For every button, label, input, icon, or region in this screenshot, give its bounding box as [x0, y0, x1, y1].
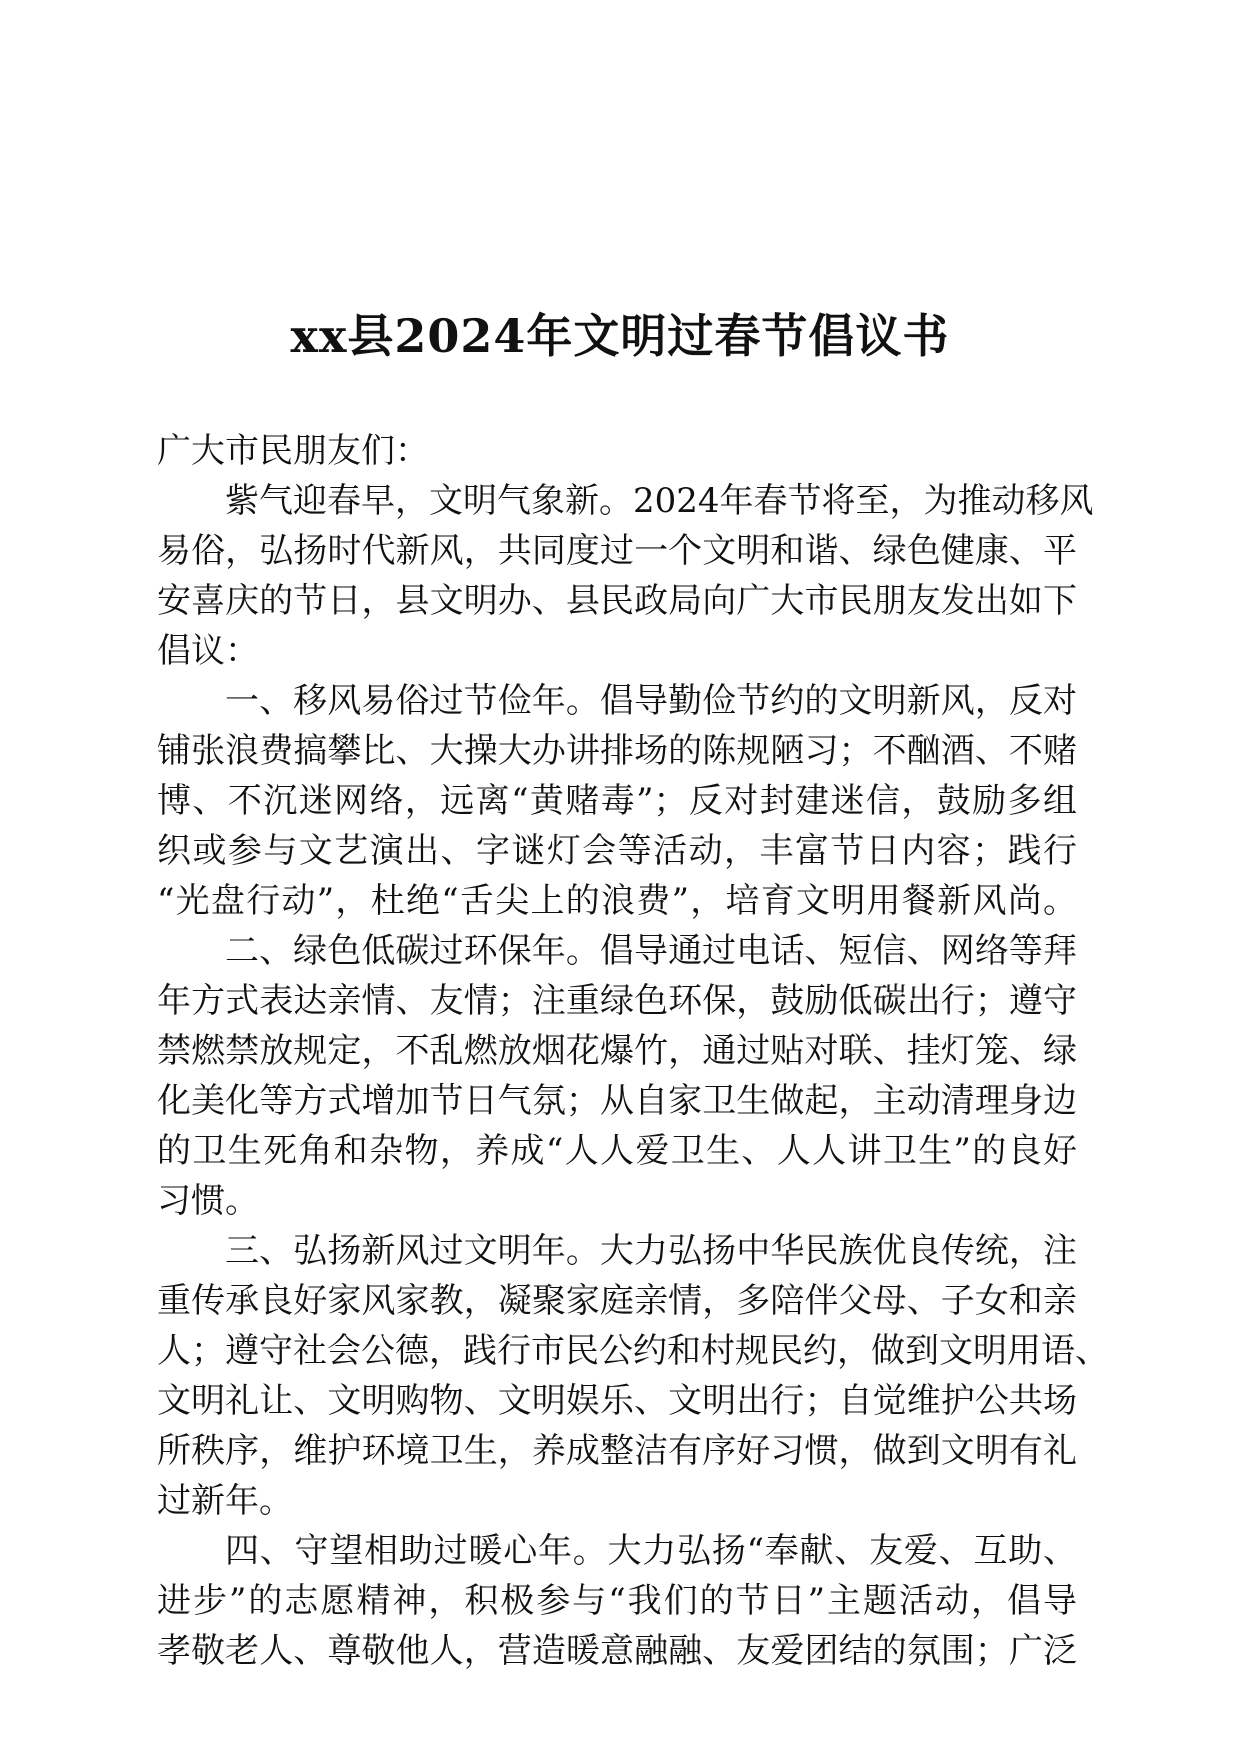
salutation: 广大市民朋友们：	[157, 431, 429, 471]
body-line: 重传承良好家风家教，凝聚家庭亲情，多陪伴父母、子女和亲	[157, 1281, 1077, 1321]
body-line: 四、守望相助过暖心年。大力弘扬“奉献、友爱、互助、	[225, 1531, 1077, 1571]
body-line: 二、绿色低碳过环保年。倡导通过电话、短信、网络等拜	[225, 931, 1077, 971]
body-line: 所秩序，维护环境卫生，养成整洁有序好习惯，做到文明有礼	[157, 1431, 1077, 1471]
body-line: 人；遵守社会公德，践行市民公约和村规民约，做到文明用语、	[157, 1331, 1109, 1371]
body-line: 孝敬老人、尊敬他人，营造暖意融融、友爱团结的氛围；广泛	[157, 1631, 1077, 1671]
body-line: 进步”的志愿精神，积极参与“我们的节日”主题活动，倡导	[157, 1581, 1077, 1621]
body-line: 年方式表达亲情、友情；注重绿色环保，鼓励低碳出行；遵守	[157, 981, 1077, 1021]
body-line: 博、不沉迷网络，远离“黄赌毒”；反对封建迷信，鼓励多组	[157, 781, 1077, 821]
body-line: 化美化等方式增加节日气氛；从自家卫生做起，主动清理身边	[157, 1081, 1077, 1121]
body-line: 禁燃禁放规定，不乱燃放烟花爆竹，通过贴对联、挂灯笼、绿	[157, 1031, 1077, 1071]
body-line: “光盘行动”，杜绝“舌尖上的浪费”，培育文明用餐新风尚。	[157, 881, 1077, 921]
body-line: 文明礼让、文明购物、文明娱乐、文明出行；自觉维护公共场	[157, 1381, 1077, 1421]
body-line: 一、移风易俗过节俭年。倡导勤俭节约的文明新风，反对	[225, 681, 1077, 721]
body-line: 习惯。	[157, 1181, 259, 1221]
body-line: 安喜庆的节日，县文明办、县民政局向广大市民朋友发出如下	[157, 581, 1077, 621]
body-line: 倡议：	[157, 631, 259, 671]
document-title: xx县2024年文明过春节倡议书	[290, 309, 950, 363]
body-line: 过新年。	[157, 1481, 293, 1521]
body-line: 铺张浪费搞攀比、大操大办讲排场的陈规陋习；不酗酒、不赌	[157, 731, 1077, 771]
body-line: 三、弘扬新风过文明年。大力弘扬中华民族优良传统，注	[225, 1231, 1077, 1271]
body-line: 紫气迎春早，文明气象新。2024年春节将至，为推动移风	[225, 481, 1094, 521]
body-line: 易俗，弘扬时代新风，共同度过一个文明和谐、绿色健康、平	[157, 531, 1077, 571]
body-line: 的卫生死角和杂物，养成“人人爱卫生、人人讲卫生”的良好	[157, 1131, 1077, 1171]
body-line: 织或参与文艺演出、字谜灯会等活动，丰富节日内容；践行	[157, 831, 1077, 871]
document-body	[157, 426, 1109, 1676]
